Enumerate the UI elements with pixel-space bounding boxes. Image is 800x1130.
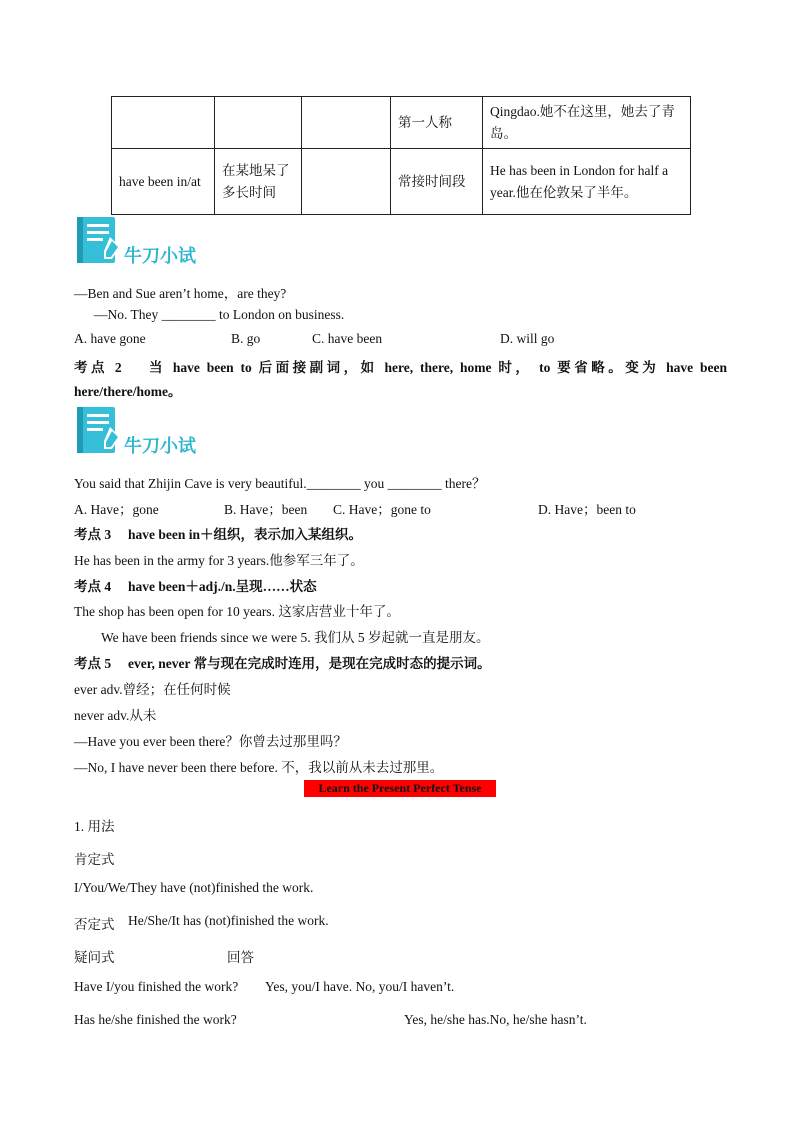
vocab-line: ever adv.曾经；在任何时候 (74, 682, 231, 697)
cell-line: Qingdao.她不在这里，她去了青 (490, 103, 675, 119)
form-example: Have I/you finished the work? (74, 979, 239, 994)
form-example: He/She/It has (not)finished the work. (128, 913, 329, 928)
option-d: D. will go (500, 331, 555, 346)
table-cell (215, 97, 302, 149)
dialog-line: —No, I have never been there before. 不，我以前从未去过那里。 (74, 760, 444, 775)
usage-heading: 1. 用法 (74, 819, 115, 834)
table-cell: 常接时间段 (391, 149, 483, 215)
form-label: 肯定式 (74, 852, 115, 867)
cell-line: 在某地呆了 (222, 162, 290, 178)
option-d: D. Have；been to (538, 502, 636, 517)
example-line: We have been friends since we were 5. 我们从 5 岁起就一直是朋友。 (101, 630, 490, 645)
section-title: Learn the Present Perfect Tense (304, 780, 496, 797)
dialog-line: —Ben and Sue aren’t home，are they? (74, 286, 287, 301)
cell-line: year.他在伦敦呆了半年。 (490, 184, 638, 200)
form-label: 疑问式 (74, 950, 115, 965)
table-cell: 第一人称 (391, 97, 483, 149)
option-b: B. Have；been (224, 502, 308, 517)
example-line: He has been in the army for 3 years.他参军三年了。 (74, 553, 364, 568)
example-line: The shop has been open for 10 years. 这家店营业十年了。 (74, 604, 400, 619)
option-c: C. have been (312, 331, 383, 346)
option-a: A. Have；gone (74, 502, 159, 517)
dialog-line: —Have you ever been there？你曾去过那里吗？ (74, 734, 347, 749)
option-c: C. Have；gone to (333, 502, 431, 517)
point-heading: 考点 2 当 have been to 后面接副词，如 here, there, home 时， to 要省略。变为 have been (74, 360, 727, 375)
form-example: Has he/she finished the work? (74, 1012, 237, 1027)
option-b: B. go (231, 331, 261, 346)
point-heading: 考点 5 ever, never 常与现在完成时连用，是现在完成时态的提示词。 (74, 656, 491, 671)
form-example: I/You/We/They have (not)finished the work. (74, 880, 314, 895)
dialog-line: —No. They ________ to London on business. (94, 307, 345, 322)
option-a: A. have gone (74, 331, 146, 346)
cell-line: 岛。 (490, 125, 517, 141)
table-cell (112, 97, 215, 149)
grammar-table (111, 96, 691, 215)
practice-title: 牛刀小试 (124, 246, 196, 267)
table-cell (302, 149, 391, 215)
vocab-line: never adv.从未 (74, 708, 157, 723)
form-example: Yes, you/I have. No, you/I haven’t. (265, 979, 455, 994)
practice-header (74, 215, 204, 267)
practice-title: 牛刀小试 (124, 436, 196, 457)
question-line: You said that Zhijin Cave is very beautiful.________ you ________ there？ (74, 476, 486, 491)
point-heading-cont: here/there/home。 (74, 384, 182, 399)
point-heading: 考点 4 have been＋adj./n.呈现……状态 (74, 579, 317, 594)
notebook-pencil-icon (74, 215, 126, 267)
notebook-pencil-icon (74, 405, 126, 457)
table-cell (483, 149, 691, 215)
table-cell (302, 97, 391, 149)
form-label: 否定式 (74, 917, 115, 932)
table-cell: have been in/at (112, 149, 215, 215)
form-label: 回答 (227, 950, 254, 965)
form-example: Yes, he/she has.No, he/she hasn’t. (404, 1012, 587, 1027)
table-row (112, 149, 691, 215)
table-cell (215, 149, 302, 215)
practice-header (74, 405, 204, 457)
cell-line: 多长时间 (222, 184, 276, 200)
point-heading: 考点 3 have been in＋组织，表示加入某组织。 (74, 527, 363, 542)
cell-line: He has been in London for half a (490, 162, 669, 178)
table-cell (483, 97, 691, 149)
table-row (112, 97, 691, 149)
